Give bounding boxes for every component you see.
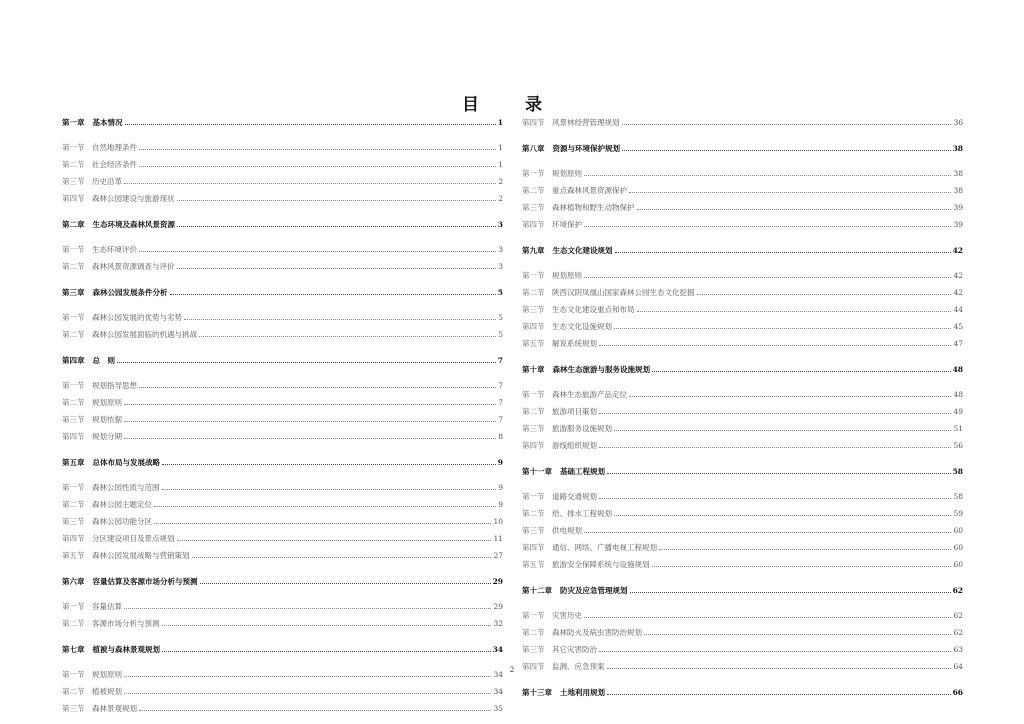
dot-leader (599, 447, 951, 448)
section-number: 第二节 (522, 628, 545, 637)
toc-section-entry[interactable] (522, 407, 963, 416)
section-number: 第三节 (522, 424, 545, 433)
dot-leader (124, 404, 496, 405)
chapter-title: 生态文化建设规划 (552, 246, 613, 255)
section-title: 生态文化建设重点和布局 (552, 305, 635, 314)
section-title: 社会经济条件 (92, 160, 137, 169)
chapter-title: 基本情况 (92, 118, 123, 127)
toc-chapter-entry[interactable] (522, 688, 963, 697)
chapter-title: 生态环境及森林风景资源 (92, 220, 175, 229)
dot-leader (124, 676, 491, 677)
page-ref: 45 (953, 322, 963, 331)
dot-leader (162, 464, 496, 465)
dot-leader (124, 693, 491, 694)
chapter-number: 第十章 (522, 365, 545, 374)
toc-section-entry[interactable] (62, 381, 503, 390)
section-title: 森林生态旅游产品定位 (552, 390, 627, 399)
page-ref: 48 (952, 365, 963, 374)
chapter-title: 植被与森林景观规划 (92, 645, 160, 654)
toc-chapter-entry[interactable] (522, 467, 963, 476)
toc-section-entry[interactable] (62, 160, 503, 169)
section-number: 第一节 (62, 670, 85, 679)
section-number: 第三节 (62, 517, 85, 526)
section-number: 第三节 (522, 645, 545, 654)
section-title: 森林公园发展战略与营销策划 (92, 551, 190, 560)
page-ref: 38 (952, 144, 963, 153)
toc-section-entry[interactable] (522, 543, 963, 552)
page-ref: 62 (953, 628, 963, 637)
page-ref: 62 (952, 586, 963, 595)
page-ref: 29 (493, 602, 503, 611)
page-ref: 62 (953, 611, 963, 620)
section-title: 生态环境评价 (92, 245, 137, 254)
toc-section-entry[interactable] (62, 313, 503, 322)
page-ref: 58 (953, 492, 963, 501)
dot-leader (607, 473, 951, 474)
page-ref: 7 (498, 381, 503, 390)
chapter-title: 总体布局与发展战略 (92, 458, 160, 467)
toc-chapter-entry[interactable] (62, 645, 503, 654)
dot-leader (139, 166, 496, 167)
section-title: 森林公园性质与范围 (92, 483, 160, 492)
page-ref: 5 (498, 330, 503, 339)
page-ref: 32 (493, 619, 503, 628)
dot-leader (599, 345, 951, 346)
page-number: 2 (509, 666, 515, 674)
section-title: 规划分期 (92, 432, 122, 441)
section-title: 旅游服务设施规划 (552, 424, 612, 433)
page-ref: 7 (498, 398, 503, 407)
section-title: 森林风景资源调查与评价 (92, 262, 175, 271)
section-title: 规划依据 (92, 415, 122, 424)
dot-leader (124, 421, 496, 422)
toc-section-entry[interactable] (522, 441, 963, 450)
toc-chapter-entry[interactable] (522, 586, 963, 595)
chapter-number: 第九章 (522, 246, 545, 255)
section-title: 森林防火及病虫害防治规划 (552, 628, 642, 637)
section-number: 第一节 (522, 271, 545, 280)
page-ref: 8 (498, 432, 503, 441)
section-number: 第四节 (62, 432, 85, 441)
toc-section-entry[interactable] (62, 415, 503, 424)
chapter-number: 第十二章 (522, 586, 552, 595)
dot-leader (184, 319, 496, 320)
section-number: 第二节 (62, 160, 85, 169)
toc-section-entry[interactable] (522, 560, 963, 569)
dot-leader (630, 592, 951, 593)
page-ref: 10 (493, 517, 503, 526)
chapter-number: 第七章 (62, 645, 85, 654)
dot-leader (177, 540, 492, 541)
page-ref: 29 (492, 577, 503, 586)
page-ref: 42 (953, 288, 963, 297)
section-title: 规划原则 (552, 169, 582, 178)
chapter-number: 第二章 (62, 220, 85, 229)
page-ref: 60 (953, 543, 963, 552)
section-number: 第四节 (522, 543, 545, 552)
page-ref: 36 (953, 118, 963, 127)
toc-section-entry[interactable] (62, 194, 503, 203)
toc-section-entry[interactable] (522, 186, 963, 195)
chapter-number: 第四章 (62, 356, 85, 365)
section-number: 第二节 (62, 262, 85, 271)
section-title: 道路交通规划 (552, 492, 597, 501)
section-title: 森林公园功能分区 (92, 517, 152, 526)
section-title: 植被规划 (92, 687, 122, 696)
toc-section-entry[interactable] (522, 424, 963, 433)
section-number: 第三节 (522, 203, 545, 212)
page-ref: 7 (497, 356, 503, 365)
dot-leader (614, 430, 951, 431)
toc-section-entry[interactable] (522, 339, 963, 348)
section-title: 游线组织规划 (552, 441, 597, 450)
section-title: 历史沿革 (92, 177, 122, 186)
chapter-number: 第三章 (62, 288, 85, 297)
section-number: 第二节 (522, 186, 545, 195)
toc-chapter-entry[interactable] (62, 118, 503, 127)
page-ref: 34 (493, 687, 503, 696)
dot-leader (170, 294, 496, 295)
page-ref: 59 (953, 509, 963, 518)
section-number: 第一节 (522, 611, 545, 620)
dot-leader (200, 583, 491, 584)
dot-leader (177, 226, 496, 227)
toc-chapter-entry[interactable] (62, 220, 503, 229)
section-number: 第五节 (522, 339, 545, 348)
section-number: 第四节 (62, 194, 85, 203)
chapter-number: 第一章 (62, 118, 85, 127)
section-number: 第二节 (62, 330, 85, 339)
page-ref: 49 (953, 407, 963, 416)
toc-section-entry[interactable] (522, 492, 963, 501)
page-ref: 7 (498, 415, 503, 424)
dot-leader (629, 396, 951, 397)
toc-section-entry[interactable] (62, 143, 503, 152)
page-ref: 1 (498, 143, 503, 152)
section-title: 客源市场分析与预测 (92, 619, 160, 628)
section-title: 规划指导思想 (92, 381, 137, 390)
toc-section-entry[interactable] (522, 169, 963, 178)
toc-section-entry[interactable] (62, 704, 503, 713)
toc-chapter-entry[interactable] (62, 356, 503, 365)
toc-section-entry[interactable] (522, 322, 963, 331)
section-number: 第二节 (522, 407, 545, 416)
page-title: 目 录 (462, 95, 562, 115)
dot-leader (124, 438, 496, 439)
page-ref: 5 (497, 288, 503, 297)
dot-leader (125, 124, 496, 125)
dot-leader (614, 328, 951, 329)
section-number: 第二节 (62, 619, 85, 628)
section-title: 森林植物和野生动物保护 (552, 203, 635, 212)
dot-leader (637, 209, 952, 210)
section-title: 生态文化设施规划 (552, 322, 612, 331)
toc-section-entry[interactable] (522, 288, 963, 297)
section-number: 第二节 (522, 509, 545, 518)
toc-section-entry[interactable] (522, 509, 963, 518)
page-ref: 47 (953, 339, 963, 348)
toc-section-entry[interactable] (62, 483, 503, 492)
section-title: 森林公园发展面临的机遇与挑战 (92, 330, 197, 339)
section-number: 第一节 (62, 483, 85, 492)
section-number: 第四节 (522, 118, 545, 127)
chapter-number: 第五章 (62, 458, 85, 467)
dot-leader (622, 150, 951, 151)
dot-leader (154, 506, 496, 507)
dot-leader (599, 498, 951, 499)
page-ref: 27 (493, 551, 503, 560)
section-number: 第二节 (62, 500, 85, 509)
section-number: 第五节 (522, 560, 545, 569)
toc-section-entry[interactable] (522, 645, 963, 654)
page-ref: 60 (953, 560, 963, 569)
page-ref: 38 (953, 169, 963, 178)
section-number: 第一节 (522, 390, 545, 399)
toc-chapter-entry[interactable] (522, 144, 963, 153)
dot-leader (124, 608, 491, 609)
section-title: 其它灾害防治 (552, 645, 597, 654)
section-number: 第四节 (522, 441, 545, 450)
section-title: 旅游安全保障系统与设施规划 (552, 560, 650, 569)
chapter-title: 土地利用规划 (560, 688, 605, 697)
dot-leader (607, 694, 951, 695)
chapter-title: 容量估算及客源市场分析与预测 (92, 577, 198, 586)
page-ref: 2 (498, 194, 503, 203)
section-number: 第三节 (62, 177, 85, 186)
page-ref: 42 (952, 246, 963, 255)
toc-section-entry[interactable] (62, 602, 503, 611)
page-ref: 48 (953, 390, 963, 399)
dot-leader (162, 489, 497, 490)
section-number: 第一节 (62, 245, 85, 254)
section-title: 旅游项目策划 (552, 407, 597, 416)
dot-leader (139, 710, 491, 711)
section-title: 通信、网络、广播电视工程规划 (552, 543, 657, 552)
section-title: 重点森林风景资源保护 (552, 186, 627, 195)
page-ref: 42 (953, 271, 963, 280)
section-number: 第二节 (62, 398, 85, 407)
toc-section-entry[interactable] (62, 619, 503, 628)
dot-leader (584, 226, 951, 227)
toc-section-entry[interactable] (522, 628, 963, 637)
page-ref: 44 (953, 305, 963, 314)
section-number: 第五节 (62, 551, 85, 560)
page-ref: 58 (952, 467, 963, 476)
section-title: 风景林经营管理规划 (552, 118, 620, 127)
toc-section-entry[interactable] (522, 390, 963, 399)
toc-section-entry[interactable] (62, 262, 503, 271)
page-ref: 9 (498, 500, 503, 509)
toc-section-entry[interactable] (62, 500, 503, 509)
page-ref: 39 (953, 220, 963, 229)
page-ref: 3 (497, 220, 503, 229)
section-number: 第四节 (522, 322, 545, 331)
section-title: 监测、应急预案 (552, 662, 605, 671)
chapter-title: 防灾及应急管理规划 (560, 586, 628, 595)
section-number: 第四节 (62, 534, 85, 543)
page-ref: 5 (498, 313, 503, 322)
toc-chapter-entry[interactable] (62, 577, 503, 586)
page-ref: 3 (498, 262, 503, 271)
toc-section-entry[interactable] (62, 245, 503, 254)
chapter-title: 森林生态旅游与服务设施规划 (552, 365, 650, 374)
toc-section-entry[interactable] (522, 271, 963, 280)
section-title: 分区建设项目及景点规划 (92, 534, 175, 543)
section-title: 灾害历史 (552, 611, 582, 620)
page-ref: 66 (952, 688, 963, 697)
section-number: 第三节 (522, 305, 545, 314)
section-number: 第一节 (62, 143, 85, 152)
toc-section-entry[interactable] (62, 517, 503, 526)
section-number: 第三节 (62, 704, 85, 713)
toc-chapter-entry[interactable] (62, 288, 503, 297)
section-title: 森林景观规划 (92, 704, 137, 713)
section-title: 森林公园发展的优势与劣势 (92, 313, 182, 322)
page-ref: 11 (493, 534, 503, 543)
dot-leader (652, 371, 951, 372)
section-number: 第一节 (62, 602, 85, 611)
toc-section-entry[interactable] (62, 432, 503, 441)
chapter-title: 资源与环境保护规划 (552, 144, 620, 153)
section-number: 第一节 (522, 492, 545, 501)
page-ref: 35 (493, 704, 503, 713)
page-ref: 38 (953, 186, 963, 195)
toc-section-entry[interactable] (522, 220, 963, 229)
dot-leader (192, 557, 492, 558)
dot-leader (177, 268, 497, 269)
page-ref: 63 (953, 645, 963, 654)
toc-section-entry[interactable] (62, 330, 503, 339)
section-title: 森林公园主题定位 (92, 500, 152, 509)
toc-chapter-entry[interactable] (522, 246, 963, 255)
section-number: 第一节 (62, 381, 85, 390)
chapter-number: 第十三章 (522, 688, 552, 697)
section-title: 规划原则 (92, 670, 122, 679)
section-title: 陕西汉阴凤凰山国家森林公园生态文化挖掘 (552, 288, 695, 297)
toc-section-entry[interactable] (62, 534, 503, 543)
chapter-title: 基础工程规划 (560, 467, 605, 476)
section-title: 解说系统规划 (552, 339, 597, 348)
dot-leader (584, 532, 951, 533)
toc-section-entry[interactable] (62, 177, 503, 186)
dot-leader (199, 336, 496, 337)
page-ref: 1 (498, 160, 503, 169)
page-ref: 60 (953, 526, 963, 535)
section-title: 自然地理条件 (92, 143, 137, 152)
chapter-title: 森林公园发展条件分析 (92, 288, 168, 297)
page-ref: 9 (498, 483, 503, 492)
section-title: 森林公园建设与旅游现状 (92, 194, 175, 203)
section-number: 第三节 (62, 415, 85, 424)
chapter-title: 总 则 (92, 356, 115, 365)
chapter-number: 第八章 (522, 144, 545, 153)
toc-section-entry[interactable] (522, 118, 963, 127)
page-ref: 39 (953, 203, 963, 212)
dot-leader (584, 175, 951, 176)
dot-leader (629, 192, 951, 193)
page-ref: 3 (498, 245, 503, 254)
section-number: 第一节 (62, 313, 85, 322)
toc-section-entry[interactable] (522, 203, 963, 212)
section-number: 第四节 (522, 220, 545, 229)
section-title: 供电规划 (552, 526, 582, 535)
toc-section-entry[interactable] (62, 551, 503, 560)
section-title: 规划原则 (552, 271, 582, 280)
dot-leader (614, 515, 951, 516)
section-title: 容量估算 (92, 602, 122, 611)
section-number: 第二节 (522, 288, 545, 297)
dot-leader (599, 651, 951, 652)
dot-leader (162, 625, 492, 626)
section-title: 给、排水工程规划 (552, 509, 612, 518)
dot-leader (615, 252, 951, 253)
dot-leader (154, 523, 491, 524)
dot-leader (622, 124, 952, 125)
page-ref: 64 (953, 662, 963, 671)
toc-section-entry[interactable] (522, 611, 963, 620)
page-ref: 9 (497, 458, 503, 467)
toc-chapter-entry[interactable] (62, 458, 503, 467)
page-ref: 51 (953, 424, 963, 433)
dot-leader (117, 362, 496, 363)
dot-leader (139, 387, 496, 388)
section-title: 规划原则 (92, 398, 122, 407)
toc-chapter-entry[interactable] (522, 365, 963, 374)
section-number: 第二节 (62, 687, 85, 696)
page-ref: 1 (497, 118, 503, 127)
dot-leader (659, 549, 951, 550)
toc-section-entry[interactable] (522, 526, 963, 535)
dot-leader (124, 183, 496, 184)
toc-section-entry[interactable] (62, 398, 503, 407)
dot-leader (644, 634, 951, 635)
section-number: 第一节 (522, 169, 545, 178)
dot-leader (697, 294, 952, 295)
section-number: 第四节 (522, 662, 545, 671)
dot-leader (139, 149, 496, 150)
page-ref: 34 (492, 645, 503, 654)
toc-section-entry[interactable] (62, 687, 503, 696)
chapter-number: 第六章 (62, 577, 85, 586)
chapter-number: 第十一章 (522, 467, 552, 476)
dot-leader (162, 651, 491, 652)
dot-leader (584, 277, 951, 278)
dot-leader (637, 311, 952, 312)
page-ref: 56 (953, 441, 963, 450)
dot-leader (177, 200, 497, 201)
section-title: 环境保护 (552, 220, 582, 229)
page-ref: 2 (498, 177, 503, 186)
page-ref: 34 (493, 670, 503, 679)
toc-section-entry[interactable] (522, 305, 963, 314)
dot-leader (599, 413, 951, 414)
dot-leader (652, 566, 952, 567)
dot-leader (584, 617, 951, 618)
dot-leader (139, 251, 496, 252)
section-number: 第三节 (522, 526, 545, 535)
